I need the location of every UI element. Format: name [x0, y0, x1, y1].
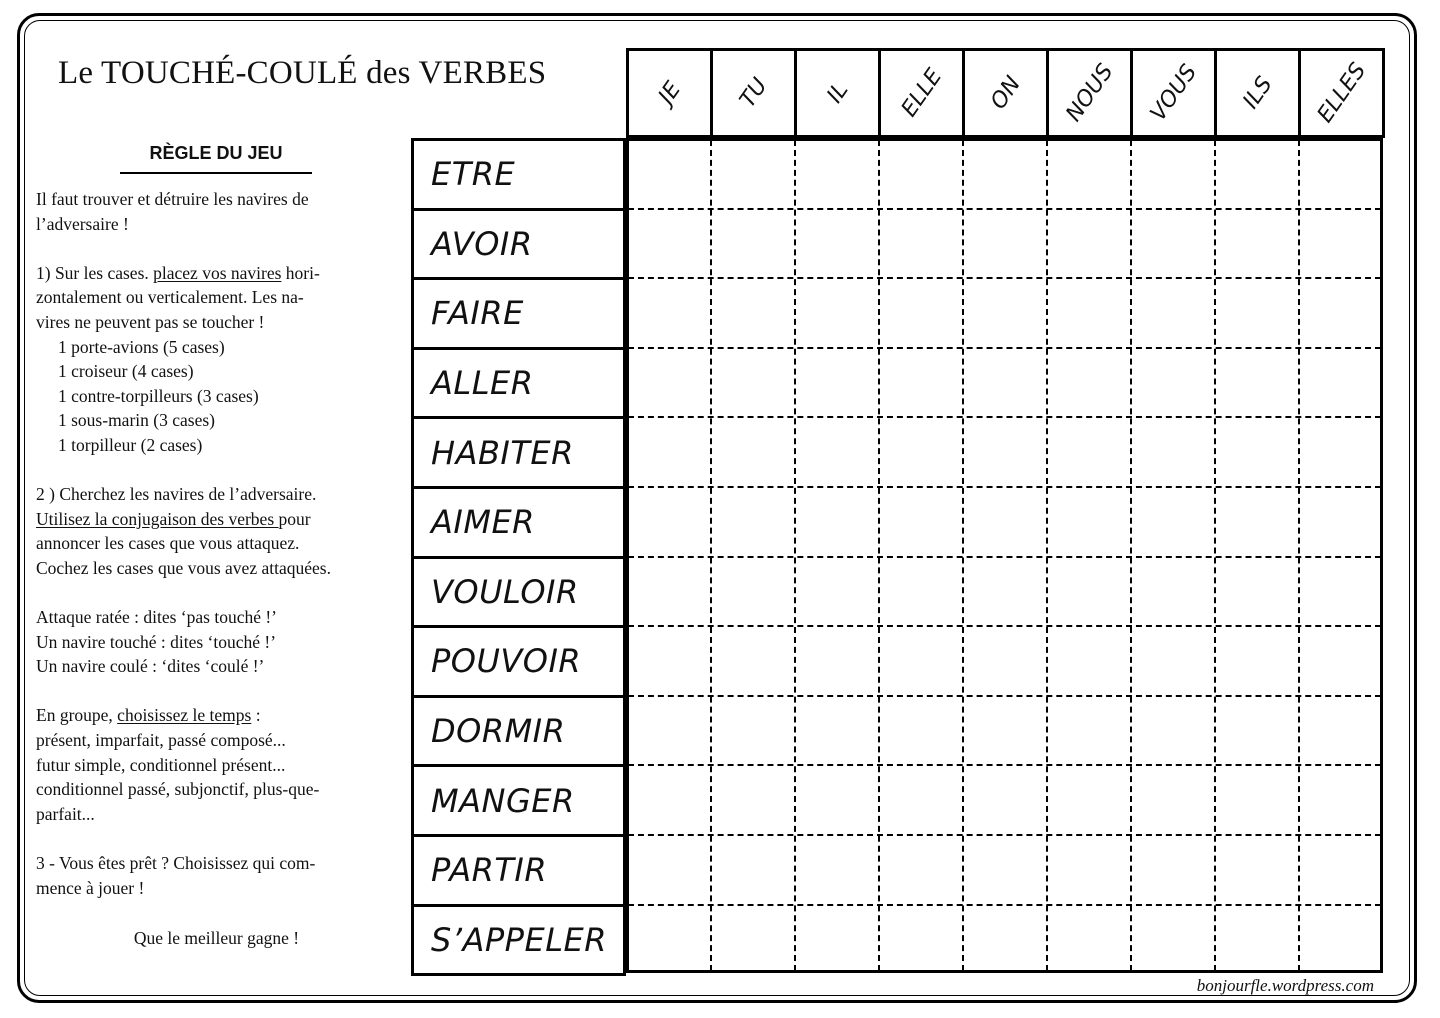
verb-row-header	[411, 486, 626, 559]
verb-row-header	[411, 764, 626, 837]
pronoun-label: NOUS	[1060, 59, 1119, 127]
pronoun-label: ELLE	[896, 64, 947, 122]
ship-item: 1 sous-marin (3 cases)	[58, 410, 215, 431]
verb-row-header	[411, 625, 626, 698]
verb-label: POUVOIR	[431, 642, 582, 681]
verb-row-header	[411, 277, 626, 350]
rules-line: Attaque ratée : dites ‘pas touché !’	[36, 607, 278, 628]
pronoun-label: IL	[821, 78, 854, 108]
verb-label: ETRE	[431, 155, 516, 194]
verb-row-header	[411, 208, 626, 281]
rules-line: Un navire touché : dites ‘touché !’	[36, 631, 277, 652]
rules-line: Il faut trouver et détruire les navires de	[36, 189, 309, 209]
footer-credit: bonjourfle.wordpress.com	[1196, 976, 1374, 995]
closing-line: Que le meilleur gagne !	[133, 928, 300, 949]
grid-row-divider	[628, 904, 1381, 906]
verb-label: FAIRE	[431, 294, 524, 333]
pronoun-header-je	[626, 48, 713, 138]
rules-line: zontalement ou verticalement. Les na-	[36, 287, 304, 308]
verb-label: ALLER	[431, 364, 534, 403]
rules-line: parfait...	[36, 803, 95, 824]
verb-label: S’APPELER	[431, 920, 607, 959]
rules-line: l’adversaire !	[36, 213, 129, 234]
verb-row-header	[411, 695, 626, 768]
rules-line: Utilisez la conjugaison des verbes pour	[36, 508, 311, 529]
verb-row-header	[411, 347, 626, 420]
rules-line: vires ne peuvent pas se toucher !	[36, 311, 265, 332]
page-title: Le TOUCHÉ-COULÉ des VERBES	[58, 55, 547, 91]
rules-line: 1) Sur les cases. placez vos navires hori-	[36, 262, 320, 283]
grid-row-divider	[628, 277, 1381, 279]
pronoun-header-on	[962, 48, 1049, 138]
grid-row-divider	[628, 556, 1381, 558]
verb-label: MANGER	[431, 781, 575, 820]
grid-row-divider	[628, 695, 1381, 697]
rules-text	[36, 187, 397, 951]
pronoun-header-tu	[710, 48, 797, 138]
pronoun-header-elle	[878, 48, 965, 138]
grid-row-divider	[628, 486, 1381, 488]
pronoun-label: ON	[985, 71, 1026, 115]
rules-line: 3 - Vous êtes prêt ? Choisissez qui com-	[36, 853, 316, 874]
grid-row-divider	[628, 625, 1381, 627]
rules-heading: RÈGLE DU JEU	[120, 143, 312, 174]
pronoun-label: TU	[734, 73, 773, 113]
grid-row-divider	[628, 834, 1381, 836]
ship-item: 1 croiseur (4 cases)	[58, 361, 194, 382]
grid-row-divider	[628, 208, 1381, 210]
rules-line: Un navire coulé : ‘dites ‘coulé !’	[36, 656, 265, 677]
verb-row-header	[411, 416, 626, 489]
verb-label: VOULOIR	[431, 572, 579, 611]
verb-row-header	[411, 904, 626, 977]
pronoun-label: JE	[653, 77, 686, 109]
rules-line: En groupe, choisissez le temps :	[36, 705, 261, 726]
verb-label: DORMIR	[431, 712, 566, 751]
pronoun-label: ILS	[1237, 72, 1278, 114]
verb-row-header	[411, 138, 626, 211]
grid-row-divider	[628, 764, 1381, 766]
pronoun-header-ils	[1214, 48, 1301, 138]
verb-row-header	[411, 834, 626, 907]
pronoun-header-elles	[1298, 48, 1385, 138]
rules-line: présent, imparfait, passé composé...	[36, 730, 286, 751]
pronoun-label: ELLES	[1312, 58, 1371, 128]
rules-line: annoncer les cases que vous attaquez.	[36, 533, 300, 554]
rules-line: Cochez les cases que vous avez attaquées.	[36, 557, 331, 578]
ship-item: 1 contre-torpilleurs (3 cases)	[58, 385, 259, 406]
ship-item: 1 porte-avions (5 cases)	[58, 336, 225, 357]
pronoun-header-nous	[1046, 48, 1133, 138]
verb-label: AVOIR	[431, 224, 533, 263]
verb-label: HABITER	[431, 433, 574, 472]
pronoun-header-vous	[1130, 48, 1217, 138]
rules-line: mence à jouer !	[36, 877, 145, 898]
grid-row-divider	[628, 416, 1381, 418]
verb-label: AIMER	[431, 503, 535, 542]
grid-row-divider	[628, 347, 1381, 349]
rules-line: conditionnel passé, subjonctif, plus-que-	[36, 779, 320, 800]
verb-row-header	[411, 556, 626, 629]
ship-item: 1 torpilleur (2 cases)	[58, 434, 203, 455]
rules-line: 2 ) Cherchez les navires de l’adversaire.	[36, 484, 317, 505]
rules-line: futur simple, conditionnel présent...	[36, 754, 286, 775]
pronoun-header-il	[794, 48, 881, 138]
verb-label: PARTIR	[431, 851, 548, 890]
pronoun-label: VOUS	[1145, 60, 1202, 126]
